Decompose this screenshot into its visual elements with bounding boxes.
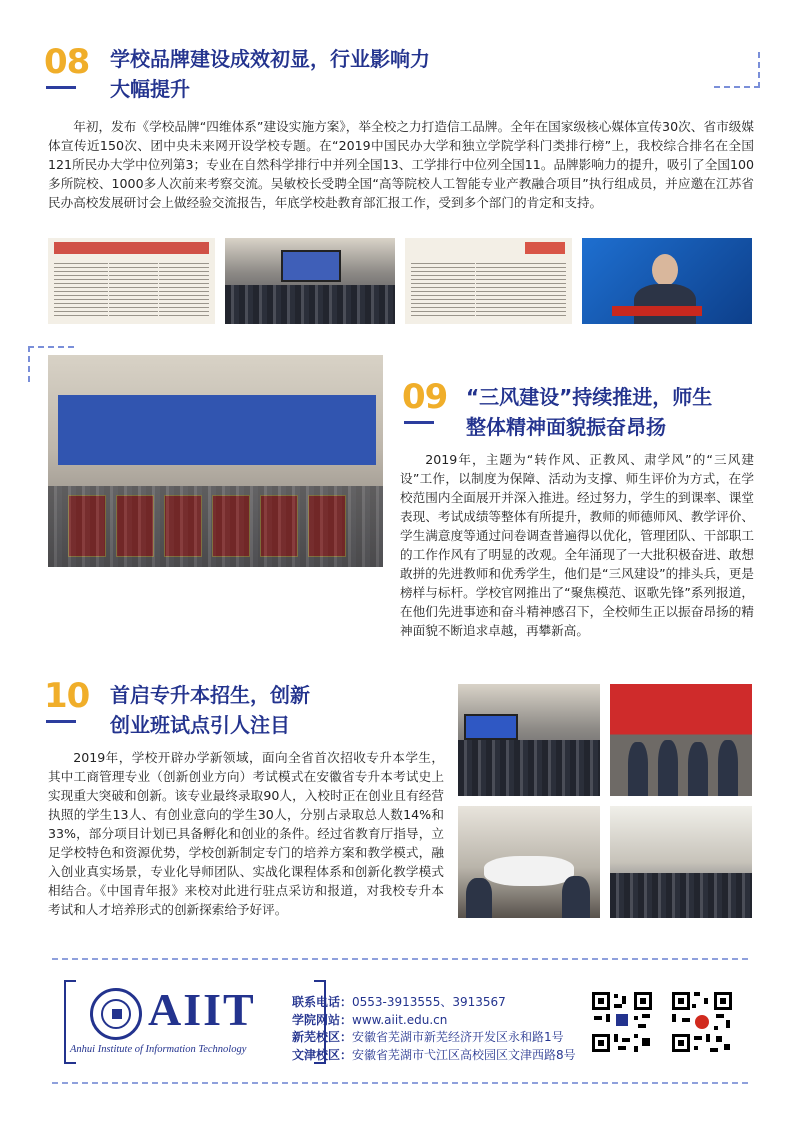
newspaper-photo-1 (48, 238, 215, 324)
brand-wordmark: AIIT (148, 984, 256, 1035)
section-title-08-line1: 学校品牌建设成效初显，行业影响力 (110, 47, 430, 71)
section-number-10: 10 (44, 676, 90, 716)
section-title-10-line1: 首启专升本招生，创新 (110, 683, 310, 707)
section-08-paragraph: 年初，发布《学校品牌“四维体系”建设实施方案》，举全校之力打造信工品牌。全年在国家级核心媒体宣传30次、省市级媒体宣传近150次、团中央未来网开设学校专题。在“2019中国民办大学和独立学院学科门类排行榜”上，我校综合排名在全国121所民办大学中位列第3；专业在自然科学排行中并列全国13、工学排行中位列全国11。品牌影响力的提升，吸引了全国100多所院校、1000多人次前来考察交流。吴敏校长受聘全国“高等院校人工智能专业产教融合项目”执行组成员，并应邀在江苏省民办高校发展研讨会上做经验交流报告，年底学校赴教育部汇报工作，受到多个部门的肯定和支持。 (48, 119, 754, 210)
campus2-address: 安徽省芜湖市弋江区高校园区文津西路8号 (352, 1047, 576, 1062)
qr-code-icon[interactable] (670, 990, 734, 1054)
section-number-08: 08 (44, 42, 90, 82)
phone-label: 联系电话： (292, 995, 353, 1009)
classroom-discussion-photo (458, 806, 600, 918)
corner-decoration (714, 52, 760, 88)
school-seal-logo (90, 988, 142, 1040)
section-number-09: 09 (402, 377, 448, 417)
campus1-address: 安徽省芜湖市新芜经济开发区永和路1号 (352, 1030, 564, 1044)
section-title-09-line2: 整体精神面貌振奋昂扬 (466, 415, 666, 439)
section-title-09-line1: “三风建设”持续推进，师生 (466, 385, 713, 409)
newspaper-photo-2 (405, 238, 572, 324)
footer-contact-panel (52, 958, 748, 1084)
award-ceremony-photo (48, 355, 383, 567)
section-09-paragraph: 2019年，主题为“转作风、正教风、肃学风”的“三风建设”工作，以制度为保障、活动为支撑、师生评价为方式，在学校范围内全面展开并深入推进。经过努力，学生的到课率、课堂表现、考试成绩等整体有所提升，教师的师德师风、教学评价、学生满意度等通过问卷调查普遍得以优化，管理团队、干部职工的工作作风有了明显的改观。全年涌现了一大批积极奋进、敢想敢拼的先进教师和优秀学生，他们是“三风建设”的排头兵，更是榜样与标杆。学校官网推出了“聚焦模范、讴歌先锋”系列报道，在他们先进事迹和奋斗精神感召下，全校师生正以振奋昂扬的精神面貌不断追求卓越，再攀新高。 (400, 452, 754, 638)
section-title-08-line2: 大幅提升 (110, 77, 190, 101)
qr-code-icon[interactable] (590, 990, 654, 1054)
section-number-underline (46, 86, 76, 89)
phone-value: 0553-3913555、3913567 (352, 995, 506, 1009)
auditorium-photo (458, 684, 600, 796)
website-label: 学院网站： (292, 1012, 353, 1027)
campus1-label: 新芜校区： (292, 1030, 353, 1044)
website-link[interactable]: www.aiit.edu.cn (352, 1012, 448, 1027)
section-title-10-line2: 创业班试点引人注目 (110, 713, 290, 737)
contact-info (292, 994, 576, 1064)
conference-hall-photo (225, 238, 395, 324)
section-number-underline (404, 421, 434, 424)
section-10-paragraph: 2019年，学校开辟办学新领域，面向全省首次招收专升本学生，其中工商管理专业（创新创业方向）考试模式在安徽省专升本考试史上实现重大突破和创新。该专业最终录取90人，入校时正在创业且有经营执照的学生13人、有创业意向的学生30人，分别占录取总人数14%和33%，部分项目计划已具备孵化和创业的条件。经过省教育厅指导，立足学校特色和资源优势，学校创新制定专门的培养方案和教学模式，融入创业真实场景，专业化导师团队、实战化课程体系和创新化教学模式相结合。《中国青年报》来校对此进行驻点采访和报道，对我校专升本考试和人才培养形式的创新探索给予好评。 (48, 750, 444, 917)
section-number-underline (46, 720, 76, 723)
training-room-photo (610, 806, 752, 918)
campus2-label: 文津校区： (292, 1047, 353, 1062)
brand-english-name: Anhui Institute of Information Technology (70, 1044, 247, 1055)
competition-stage-photo (610, 684, 752, 796)
tv-interview-photo (582, 238, 752, 324)
